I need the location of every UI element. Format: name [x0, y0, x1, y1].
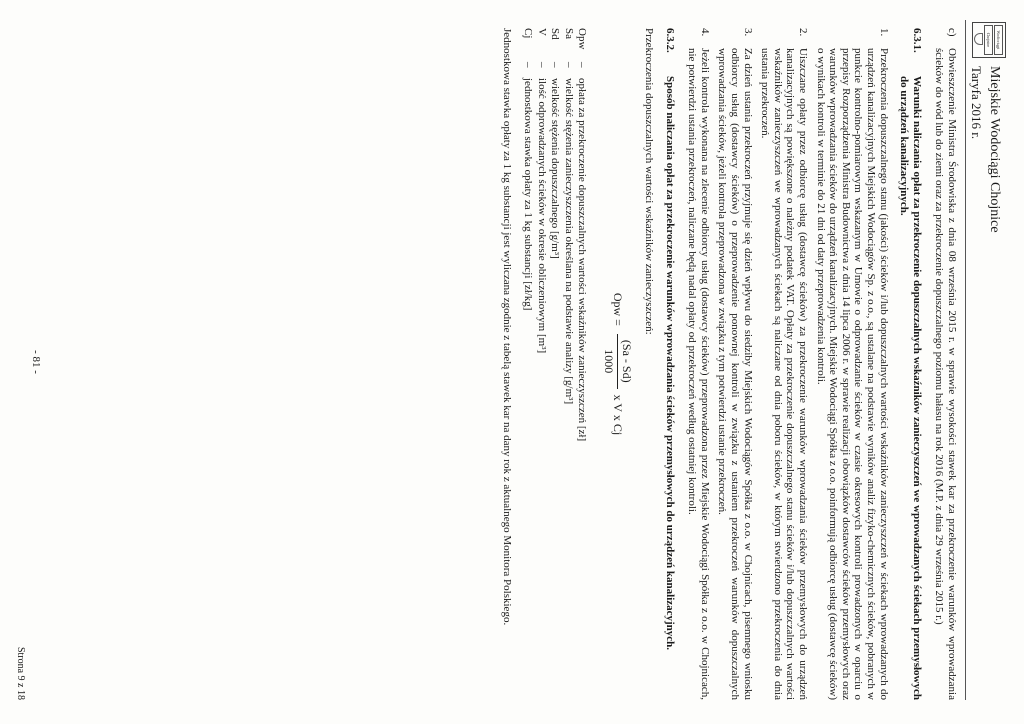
definition-dash: – — [576, 62, 589, 68]
section-number: 6.3.2. — [663, 28, 676, 53]
formula-rhs: x V x Cj — [610, 394, 625, 436]
item-text: Za dzień ustania przekroczeń przyjmuje się dzień wpływu do siedziby Miejskich Wodociągów Spółka z o.o. w Chojnicach, pisemnego wniosku odbiorcy usług (dostawcy ścieków) o przeprowadzenie ponownej kontroli w związku z ustaniem przekroczeń warunków dopuszczalnych wprowadzania ścieków, jeżeli kontrola przeprowadzona w związku z tym potwierdzi ustanie przekroczeń. — [716, 48, 754, 700]
definition-row — [549, 28, 562, 700]
intro-label: c) — [946, 28, 958, 37]
definition-text: opłata za przekroczenie dopuszczalnych wartości wskaźników zanieczyszczeń [zł] — [576, 78, 589, 442]
definition-text: ilość odprowadzanych ścieków w okresie obliczeniowym [m³] — [535, 78, 548, 354]
definition-row — [576, 28, 589, 700]
logo-top-label: Wodociągi — [994, 25, 1003, 55]
definition-symbol: Cj — [521, 28, 534, 39]
item-number: 3. — [741, 28, 754, 37]
closing-paragraph: Jednostkowa stawka opłaty za 1 kg substancji jest wyliczana zgodnie z tabelą stawek kar na dany rok z aktualnego Monitora Polskiego. — [501, 28, 514, 626]
formula-fraction — [602, 334, 632, 389]
logo-bottom-label: Chojnice — [984, 25, 993, 55]
company-name: Miejskie Wodociągi Chojnice — [987, 66, 1002, 233]
definition-symbol: Sd — [549, 28, 562, 40]
section-title: Sposób naliczania opłat za przekroczenie warunków wprowadzania ścieków przemysłowych do urządzeń kanalizacyjnych. — [663, 76, 676, 651]
definition-dash: – — [535, 62, 548, 68]
definition-row — [562, 28, 575, 700]
item-text: Przekroczenia dopuszczalnego stanu (jakości) ścieków i/lub dopuszczalnych wartości wskaźników zanieczyszczeń w ściekach wprowadzanych do urządzeń kanalizacyjnych Miejskich Wodociągów Sp. z o.o., są ustalane na podstawie wyników analiz fizyko-chemicznych ścieków, pobranych w punkcie kontrolno-pomiarowym wskazanym w Umowie o odprowadzanie ścieków w czasie okresowych kontroli prowadzonych w oparciu o przepisy Rozporządzenia Ministra Budownictwa z dnia 14 lipca 2006 r. w sprawie realizacji obowiązków dostawców ścieków przemysłowych oraz warunków wprowadzania ścieków do urządzeń kanalizacyjnych. Miejskie Wodociągi Spółka z o.o. poinformują odbiorcę usług (dostawcę ścieków) o wynikach kontroli w terminie do 21 dni od daty przeprowadzenia kontroli. — [814, 48, 890, 700]
document-content — [495, 28, 958, 700]
page-header — [965, 20, 1006, 700]
water-drop-icon — [974, 33, 983, 45]
formula-denominator: 1000 — [601, 349, 616, 374]
item-number: 4. — [698, 28, 711, 37]
formula-intro: Przekroczenia dopuszczalnych wartości wskaźników zanieczyszczeń: — [643, 28, 656, 335]
definition-text: jednostkowa stawka opłaty za 1 kg substancji [zł/kg] — [521, 78, 534, 311]
intro-paragraph — [933, 28, 958, 700]
section-heading-631 — [898, 28, 923, 700]
list-item — [716, 28, 754, 700]
page-number: - 81 - — [30, 350, 42, 374]
intro-text: Obwieszczenie Ministra Środowiska z dnia 08 września 2015 r. w sprawie wysokości stawek kar za przekroczenie warunków wprowadzania ścieków do wód lub do ziemi oraz za przekroczenie dopuszczalnego poziomu hałasu na rok 2016 (M.P. z dnia 29 września 2015 r.) — [933, 48, 958, 700]
definition-dash: – — [521, 62, 534, 68]
item-text: Jeżeli kontrola wykonana na zlecenie odbiorcy usług (dostawcy ścieków) przeprowadzona przez Miejskie Wodociągi Spółka z o.o. w Chojnicach, nie potwierdzi ustania przekroczeń, naliczane będą nadal opłaty od przekroczeń według ostatniej kontroli. — [686, 48, 711, 700]
company-logo — [972, 22, 1006, 58]
tariff-year: Taryfa 2016 r. — [969, 66, 984, 140]
definition-symbol: V — [535, 28, 548, 36]
definition-symbol: Sa — [562, 28, 575, 39]
section-heading-632 — [663, 28, 676, 700]
definitions-list — [521, 28, 588, 700]
page-counter: Strona 9 z 18 — [15, 646, 26, 700]
list-item — [759, 28, 809, 700]
item-text: Uiszczane opłaty przez odbiorcę usług (dostawcę ścieków) za przekroczenie warunków wprowadzania ścieków przemysłowych do urządzeń kanalizacyjnych są powiększone o należny podatek VAT. Opłaty za przekroczenie dopuszczalnego stanu ścieków i/lub dopuszczalnych wartości wskaźników zanieczyszczeń we wprowadzanych ściekach są naliczane od dnia poboru ścieków, w którym stwierdzono przekroczenia do dnia ustania przekroczeń. — [759, 48, 810, 700]
definition-dash: – — [549, 62, 562, 68]
definition-dash: – — [562, 62, 575, 68]
list-item — [686, 28, 711, 700]
definition-symbol: Opw — [576, 28, 589, 50]
definition-text: wielkość stężenia zanieczyszczenia określana na podstawie analizy [g/m³] — [562, 78, 575, 405]
formula-numerator: (Sa - Sd) — [617, 334, 633, 389]
section-number: 6.3.1. — [910, 28, 923, 53]
definition-row — [521, 28, 534, 700]
item-number: 2. — [797, 28, 810, 37]
definition-text: wielkość stężenia dopuszczalnego [g/m³] — [549, 78, 562, 259]
definition-row — [535, 28, 548, 700]
formula — [602, 28, 632, 700]
section-title: Warunki naliczania opłat za przekroczenie dopuszczalnych wskaźników zanieczyszczeń we wprowadzanych ściekach przemysłowych do urządzeń kanalizacyjnych. — [898, 76, 923, 700]
list-item — [814, 28, 890, 700]
item-number: 1. — [877, 28, 890, 37]
formula-lhs: Opw = — [610, 292, 625, 326]
